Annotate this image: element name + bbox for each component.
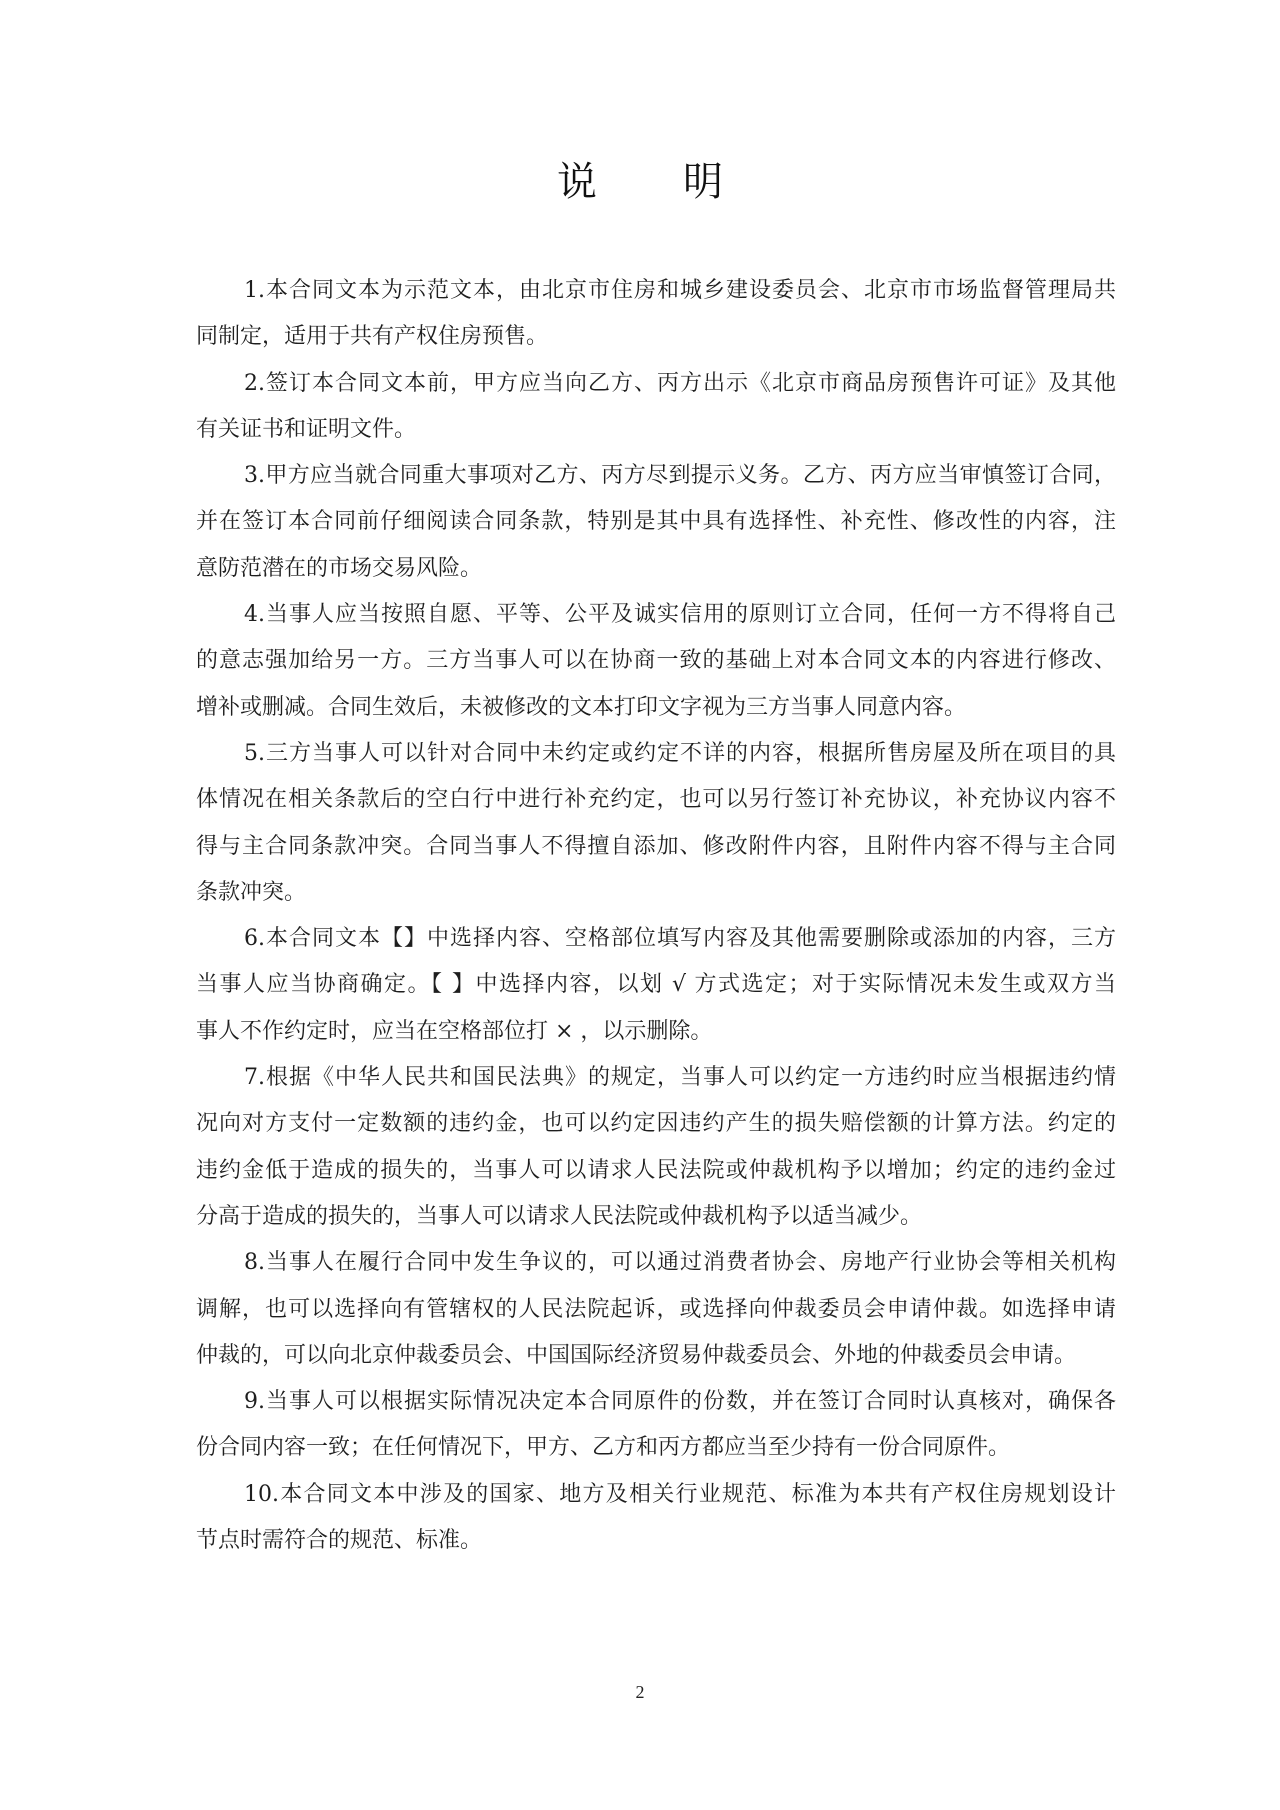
paragraph-line: 仲裁的，可以向北京仲裁委员会、中国国际经济贸易仲裁委员会、外地的仲裁委员会申请。 xyxy=(196,1342,1077,1368)
paragraph-line: 意防范潜在的市场交易风险。 xyxy=(196,555,483,581)
title-char-2: 明 xyxy=(683,159,723,205)
paragraph-line: 事人不作约定时，应当在空格部位打 × ，以示删除。 xyxy=(196,1018,713,1044)
paragraph-line: 违约金低于造成的损失的，当事人可以请求人民法院或仲裁机构予以增加；约定的违约金过 xyxy=(196,1157,1116,1183)
paragraph-4 xyxy=(196,592,1116,731)
paragraph-line: 9.当事人可以根据实际情况决定本合同原件的份数，并在签订合同时认真核对，确保各 xyxy=(244,1389,1116,1415)
paragraph-line: 1.本合同文本为示范文本，由北京市住房和城乡建设委员会、北京市市场监督管理局共 xyxy=(244,278,1116,303)
page-title xyxy=(0,158,1280,206)
page-number: 2 xyxy=(635,1682,645,1702)
paragraph-line: 同制定，适用于共有产权住房预售。 xyxy=(196,324,549,350)
paragraph-line: 条款冲突。 xyxy=(196,879,307,905)
paragraph-10 xyxy=(196,1472,1116,1565)
paragraph-line: 当事人应当协商确定。【 】中选择内容，以划 √ 方式选定；对于实际情况未发生或双方当 xyxy=(196,972,1116,998)
paragraph-line: 分高于造成的损失的，当事人可以请求人民法院或仲裁机构予以适当减少。 xyxy=(196,1203,923,1229)
paragraph-line: 节点时需符合的规范、标准。 xyxy=(196,1528,483,1554)
paragraph-8 xyxy=(196,1240,1116,1379)
paragraph-6 xyxy=(196,916,1116,1055)
paragraph-line: 3.甲方应当就合同重大事项对乙方、丙方尽到提示义务。乙方、丙方应当审慎签订合同， xyxy=(244,463,1116,489)
paragraph-7 xyxy=(196,1055,1116,1240)
paragraph-9 xyxy=(196,1379,1116,1472)
paragraph-line: 况向对方支付一定数额的违约金，也可以约定因违约产生的损失赔偿额的计算方法。约定的 xyxy=(196,1111,1116,1137)
paragraph-line: 份合同内容一致；在任何情况下，甲方、乙方和丙方都应当至少持有一份合同原件。 xyxy=(196,1435,1011,1461)
paragraph-line: 2.签订本合同文本前，甲方应当向乙方、丙方出示《北京市商品房预售许可证》及其他 xyxy=(244,370,1116,396)
title-char-1: 说 xyxy=(557,159,597,205)
paragraph-line: 体情况在相关条款后的空白行中进行补充约定，也可以另行签订补充协议，补充协议内容不 xyxy=(196,787,1116,813)
instructions-body xyxy=(196,268,1116,1564)
paragraph-3 xyxy=(196,453,1116,592)
paragraph-line: 并在签订本合同前仔细阅读合同条款，特别是其中具有选择性、补充性、修改性的内容，注 xyxy=(196,509,1116,535)
paragraph-line: 得与主合同条款冲突。合同当事人不得擅自添加、修改附件内容，且附件内容不得与主合同 xyxy=(196,833,1116,859)
paragraph-line: 调解，也可以选择向有管辖权的人民法院起诉，或选择向仲裁委员会申请仲裁。如选择申请 xyxy=(196,1296,1116,1322)
paragraph-2 xyxy=(196,361,1116,454)
paragraph-line: 5.三方当事人可以针对合同中未约定或约定不详的内容，根据所售房屋及所在项目的具 xyxy=(244,740,1116,766)
paragraph-line: 10.本合同文本中涉及的国家、地方及相关行业规范、标准为本共有产权住房规划设计 xyxy=(244,1481,1116,1507)
paragraph-line: 的意志强加给另一方。三方当事人可以在协商一致的基础上对本合同文本的内容进行修改、 xyxy=(196,648,1116,674)
paragraph-line: 7.根据《中华人民共和国民法典》的规定，当事人可以约定一方违约时应当根据违约情 xyxy=(244,1065,1116,1091)
paragraph-line: 增补或删减。合同生效后，未被修改的文本打印文字视为三方当事人同意内容。 xyxy=(196,694,967,720)
paragraph-1 xyxy=(196,268,1116,361)
paragraph-line: 有关证书和证明文件。 xyxy=(196,416,417,442)
paragraph-line: 6.本合同文本【】中选择内容、空格部位填写内容及其他需要删除或添加的内容，三方 xyxy=(244,926,1116,952)
paragraph-line: 8.当事人在履行合同中发生争议的，可以通过消费者协会、房地产行业协会等相关机构 xyxy=(244,1250,1116,1276)
paragraph-5 xyxy=(196,731,1116,916)
paragraph-line: 4.当事人应当按照自愿、平等、公平及诚实信用的原则订立合同，任何一方不得将自己 xyxy=(244,602,1116,628)
